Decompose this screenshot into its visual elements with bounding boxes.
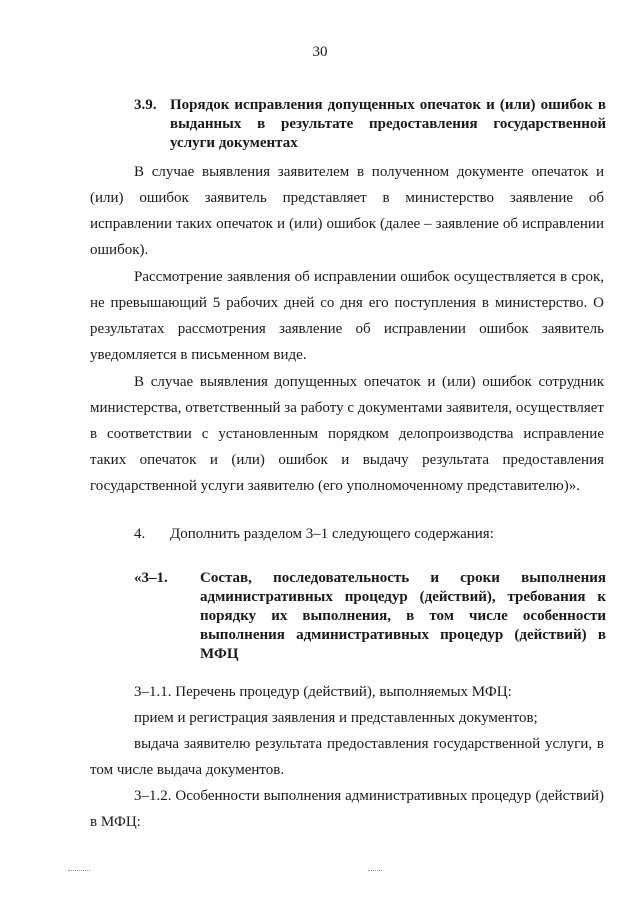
section-heading-3-1: [134, 569, 606, 664]
scan-mark: [68, 870, 90, 872]
page-number: 30: [312, 44, 328, 60]
paragraph-3-1-1: 3–1.1. Перечень процедур (действий), выполняемых МФЦ:: [134, 684, 512, 700]
paragraph-list-item-reception: прием и регистрация заявления и представленных документов;: [134, 710, 538, 726]
scan-mark: [368, 870, 382, 872]
section-number: «3–1.: [134, 570, 168, 586]
paragraph-list-item-issuance: выдача заявителю результата предоставления государственной услуги, в том числе выдача документов.: [90, 736, 604, 778]
item-number: 4.: [134, 526, 146, 542]
paragraph-error-correction: В случае выявления допущенных опечаток и (или) ошибок сотрудник министерства, ответственный за работу с документами заявителя, осуществляет в соответствии с установленным порядком делопроизводства исправление таких опечаток и (или) ошибок и выдачу результата предоставления государственной услуги заявителю (его уполномоченному представителю)».: [90, 374, 604, 494]
item-text: Дополнить разделом 3–1 следующего содержания:: [170, 526, 494, 542]
section-title: Порядок исправления допущенных опечаток и (или) ошибок в выданных в результате предоставления государственной услуги документах: [170, 97, 606, 151]
section-number: 3.9.: [134, 97, 157, 113]
section-title: Состав, последовательность и сроки выполнения административных процедур (действий), требования к порядку их выполнения, в том числе особенности выполнения административных процедур (действий) в МФЦ: [200, 570, 606, 662]
paragraph-application-submission: В случае выявления заявителем в полученном документе опечаток и (или) ошибок заявитель представляет в министерство заявление об исправлении таких опечаток и (или) ошибок (далее – заявление об исправлении ошибок).: [90, 164, 604, 258]
paragraph-3-1-2: 3–1.2. Особенности выполнения административных процедур (действий) в МФЦ:: [90, 788, 604, 830]
paragraph-item-4: [90, 521, 604, 547]
section-heading-3-9: [134, 96, 606, 153]
paragraph-review-term: Рассмотрение заявления об исправлении ошибок осуществляется в срок, не превышающий 5 рабочих дней со дня его поступления в министерство. О результатах рассмотрения заявление об исправлении ошибок заявитель уведомляется в письменном виде.: [90, 269, 604, 363]
